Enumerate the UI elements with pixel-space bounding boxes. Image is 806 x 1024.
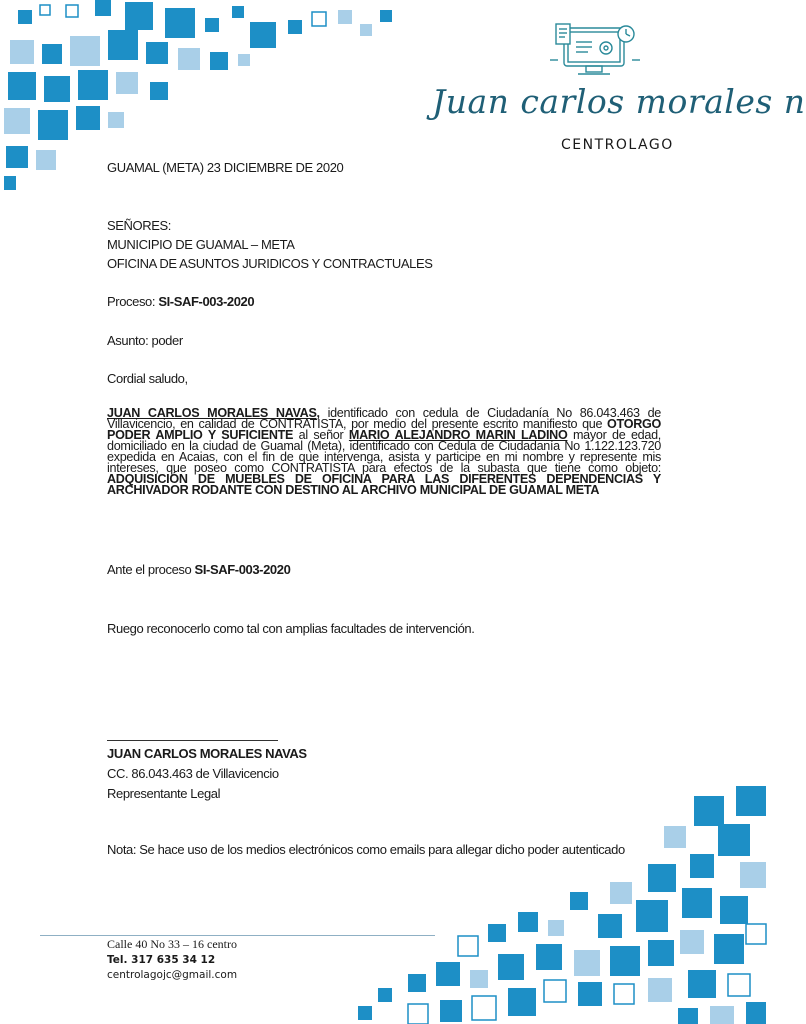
signature-line — [107, 740, 278, 741]
footer-divider — [40, 935, 435, 936]
footer-address: Calle 40 No 33 – 16 centro — [107, 937, 237, 951]
body-paragraph — [107, 408, 661, 496]
process-line — [107, 294, 254, 310]
body-text-1: identificado con cedula de Ciudadanía No 86.043.463 de Villavicencio, en calidad de CONTRATISTA, por medio del presente escrito manifiesto que — [107, 406, 662, 431]
greeting: Cordial saludo, — [107, 371, 188, 386]
process-code: SI-SAF-003-2020 — [158, 294, 255, 309]
process-label: Proceso: — [107, 294, 159, 309]
subject-line: Asunto: poder — [107, 333, 183, 348]
attorney-name: MARIO ALEJANDRO MARIN LADINO — [348, 428, 568, 442]
before-label: Ante el proceso — [107, 562, 195, 577]
decorative-squares-bottom-right — [348, 774, 768, 1024]
grantor-name: JUAN CARLOS MORALES NAVAS, — [107, 406, 320, 420]
request-line: Ruego reconocerlo como tal con amplias facultades de intervención. — [107, 621, 475, 636]
signer-role: Representante Legal — [107, 786, 221, 801]
auction-object: ADQUISICIÓN DE MUEBLES DE OFICINA PARA LAS DIFERENTES DEPENDENCIAS Y ARCHIVADOR RODANTE CON DESTINO AL ARCHIVO MUNICIPAL DE GUAMAL META — [107, 472, 661, 497]
body-text-3: mayor de edad, domiciliado en la ciudad de Guamal (Meta), identificado con Cedula de Ciudadanía No 1.122.123.720 expedida en Acaias, con el fin de que intervenga, asista y participe en mi nombre y represente mis intereses, que poseo como CONTRATISTA para efectos de la subasta que tiene como objeto: — [107, 428, 661, 475]
grant-clause: OTORGO PODER AMPLIO Y SUFICIENTE — [107, 417, 661, 442]
letter-date: GUAMAL (META) 23 DICIEMBRE DE 2020 — [107, 160, 344, 175]
body-text-2: al señor — [293, 428, 349, 442]
recipient-line-1: SEÑORES: — [107, 218, 171, 233]
footer-email: centrolagojc@gmail.com — [107, 969, 238, 981]
signer-name: JUAN CARLOS MORALES NAVAS — [107, 746, 307, 761]
before-process-line — [107, 562, 290, 578]
signer-id: CC. 86.043.463 de Villavicencio — [107, 766, 279, 781]
recipient-line-3: OFICINA DE ASUNTOS JURIDICOS Y CONTRACTUALES — [107, 256, 433, 271]
brand-name: Juan carlos morales n — [432, 82, 806, 121]
recipient-line-2: MUNICIPIO DE GUAMAL – META — [107, 237, 295, 252]
brand-subtitle: CENTROLAGO — [561, 137, 674, 153]
logo-computer-icon — [548, 20, 643, 82]
before-code: SI-SAF-003-2020 — [194, 562, 291, 577]
footer-phone: Tel. 317 635 34 12 — [107, 954, 216, 966]
note-line: Nota: Se hace uso de los medios electrónicos como emails para allegar dicho poder autenticado — [107, 842, 625, 857]
